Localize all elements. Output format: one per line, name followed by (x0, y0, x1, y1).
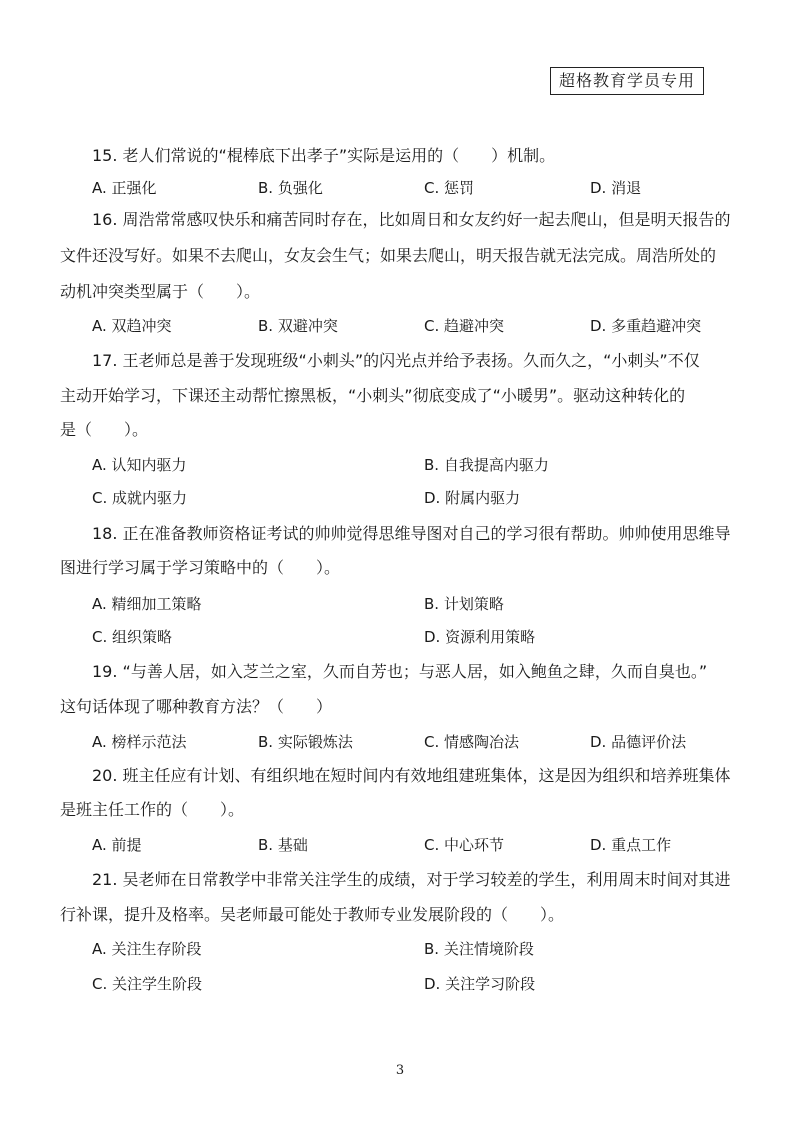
question-21-line-2: 行补课，提升及格率。吴老师最可能处于教师专业发展阶段的（ ）。 (60, 905, 565, 924)
question-18-option-d[interactable]: D. 资源利用策略 (424, 628, 536, 646)
question-17-option-a[interactable]: A. 认知内驱力 (92, 456, 187, 474)
question-19-option-d[interactable]: D. 品德评价法 (590, 733, 687, 751)
page-number: 3 (395, 1063, 405, 1078)
question-17-option-d[interactable]: D. 附属内驱力 (424, 489, 521, 507)
question-21-option-d[interactable]: D. 关注学习阶段 (424, 975, 536, 993)
question-16-option-d[interactable]: D. 多重趋避冲突 (590, 317, 702, 335)
question-21-option-a[interactable]: A. 关注生存阶段 (92, 940, 202, 958)
question-17-line-3: 是（ ）。 (60, 420, 149, 439)
question-15-line-1: 15. 老人们常说的“棍棒底下出孝子”实际是运用的（ ）机制。 (92, 146, 556, 165)
question-18-line-1: 18. 正在准备教师资格证考试的帅帅觉得思维导图对自己的学习很有帮助。帅帅使用思维导 (92, 524, 731, 543)
question-19-option-c[interactable]: C. 情感陶冶法 (424, 733, 520, 751)
question-18-line-2: 图进行学习属于学习策略中的（ ）。 (60, 558, 341, 577)
question-15-option-b[interactable]: B. 负强化 (258, 179, 323, 197)
question-21-option-b[interactable]: B. 关注情境阶段 (424, 940, 534, 958)
question-18-option-c[interactable]: C. 组织策略 (92, 628, 173, 646)
question-20-option-a[interactable]: A. 前提 (92, 836, 142, 854)
question-20-option-c[interactable]: C. 中心环节 (424, 836, 505, 854)
question-17-option-b[interactable]: B. 自我提高内驱力 (424, 456, 549, 474)
question-19-option-a[interactable]: A. 榜样示范法 (92, 733, 187, 751)
question-20-line-2: 是班主任工作的（ ）。 (60, 800, 245, 819)
student-use-stamp: 超格教育学员专用 (550, 67, 704, 95)
question-17-line-1: 17. 王老师总是善于发现班级“小刺头”的闪光点并给予表扬。久而久之，“小刺头”不仅 (92, 351, 700, 370)
question-21-option-c[interactable]: C. 关注学生阶段 (92, 975, 203, 993)
question-21-line-1: 21. 吴老师在日常教学中非常关注学生的成绩，对于学习较差的学生，利用周末时间对其进 (92, 870, 731, 889)
question-16-line-2: 文件还没写好。如果不去爬山，女友会生气；如果去爬山，明天报告就无法完成。周浩所处的 (60, 246, 717, 265)
question-16-line-3: 动机冲突类型属于（ ）。 (60, 282, 261, 301)
question-16-option-a[interactable]: A. 双趋冲突 (92, 317, 172, 335)
question-16-option-b[interactable]: B. 双避冲突 (258, 317, 338, 335)
question-15-option-a[interactable]: A. 正强化 (92, 179, 157, 197)
question-18-option-a[interactable]: A. 精细加工策略 (92, 595, 202, 613)
question-19-line-1: 19. “与善人居，如入芝兰之室，久而自芳也；与恶人居，如入鲍鱼之肆，久而自臭也。” (92, 662, 708, 681)
question-15-option-d[interactable]: D. 消退 (590, 179, 642, 197)
question-19-line-2: 这句话体现了哪种教育方法？（ ） (60, 697, 333, 716)
question-16-option-c[interactable]: C. 趋避冲突 (424, 317, 505, 335)
question-16-line-1: 16. 周浩常常感叹快乐和痛苦同时存在，比如周日和女友约好一起去爬山，但是明天报告的 (92, 210, 731, 229)
question-19-option-b[interactable]: B. 实际锻炼法 (258, 733, 353, 751)
question-17-line-2: 主动开始学习，下课还主动帮忙擦黑板，“小刺头”彻底变成了“小暖男”。驱动这种转化的 (60, 386, 686, 405)
question-20-option-d[interactable]: D. 重点工作 (590, 836, 672, 854)
question-20-option-b[interactable]: B. 基础 (258, 836, 308, 854)
question-20-line-1: 20. 班主任应有计划、有组织地在短时间内有效地组建班集体，这是因为组织和培养班集体 (92, 766, 731, 785)
question-18-option-b[interactable]: B. 计划策略 (424, 595, 504, 613)
question-17-option-c[interactable]: C. 成就内驱力 (92, 489, 188, 507)
question-15-option-c[interactable]: C. 惩罚 (424, 179, 475, 197)
